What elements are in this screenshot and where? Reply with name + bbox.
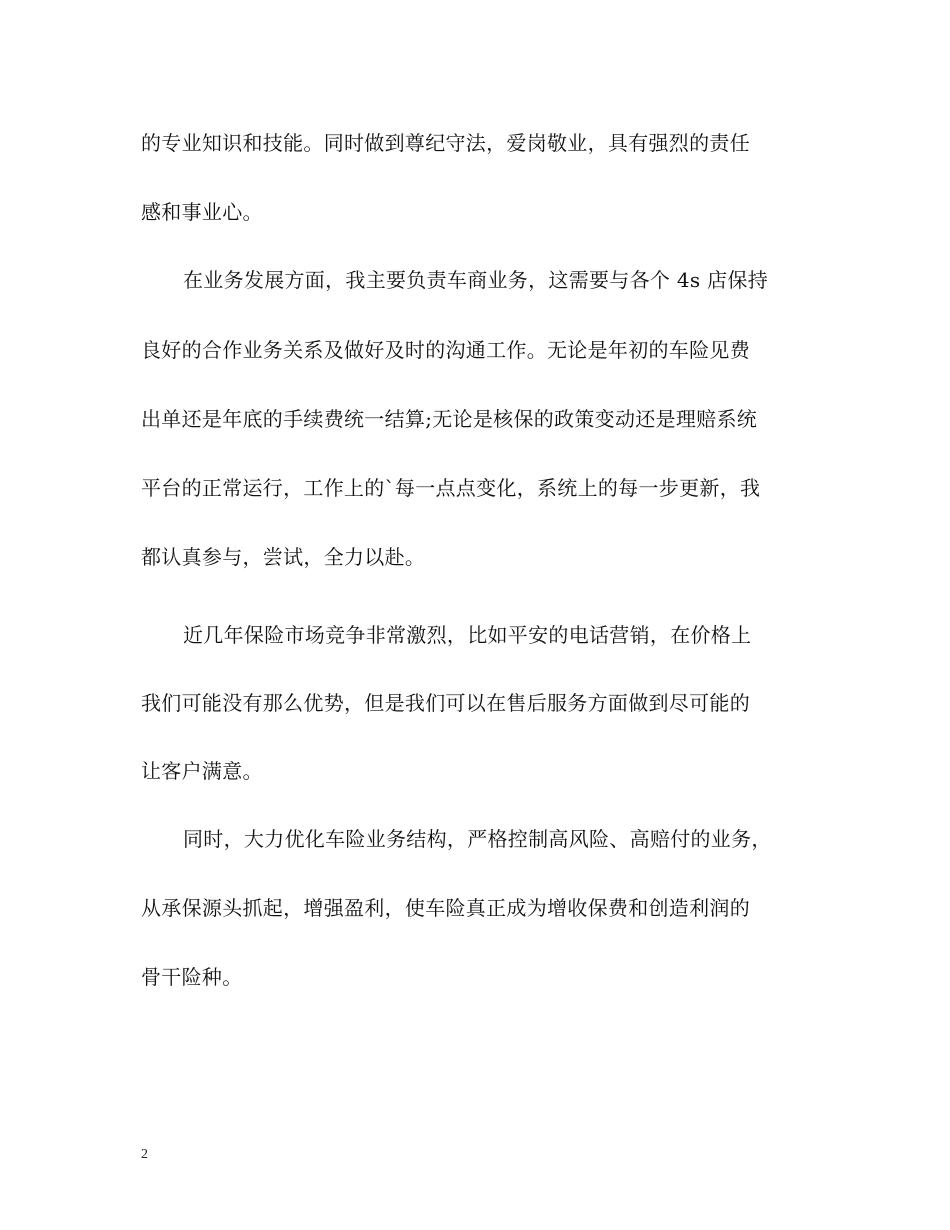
- text-line: 骨干险种。: [141, 965, 243, 989]
- text-line: 让客户满意。: [141, 759, 263, 783]
- paragraph-first-line: 同时，大力优化车险业务结构，严格控制高风险、高赔付的业务，: [183, 827, 772, 851]
- text-line: 我们可能没有那么优势，但是我们可以在售后服务方面做到尽可能的: [141, 691, 750, 715]
- text-line: 都认真参与，尝试，全力以赴。: [141, 545, 426, 569]
- text-line: 出单还是年底的手续费统一结算;无论是核保的政策变动还是理赔系统: [141, 407, 758, 431]
- text-line: 平台的正常运行，工作上的`每一点点变化，系统上的每一步更新，我: [141, 476, 761, 500]
- text-line: 从承保源头抓起，增强盈利，使车险真正成为增收保费和创造利润的: [141, 896, 750, 920]
- text-line: 良好的合作业务关系及做好及时的沟通工作。无论是年初的车险见费: [141, 338, 750, 362]
- text-line: 的专业知识和技能。同时做到尊纪守法，爱岗敬业，具有强烈的责任: [141, 131, 750, 155]
- page-number: 2: [141, 1147, 148, 1162]
- paragraph-first-line: 近几年保险市场竞争非常激烈，比如平安的电话营销，在价格上: [183, 623, 752, 647]
- paragraph-first-line: 在业务发展方面，我主要负责车商业务，这需要与各个 4s 店保持: [183, 268, 769, 292]
- text-line: 感和事业心。: [141, 200, 263, 224]
